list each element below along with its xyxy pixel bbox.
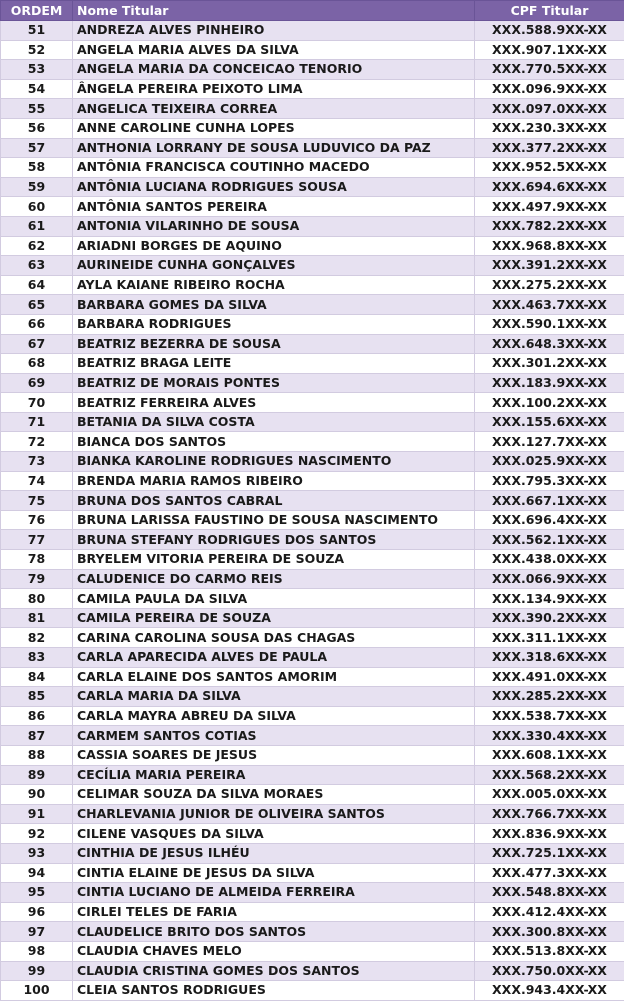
row-nome-cell: ÂNGELA PEREIRA PEIXOTO LIMA bbox=[73, 79, 475, 99]
row-ordem-cell: 81 bbox=[1, 608, 73, 628]
row-ordem-cell: 76 bbox=[1, 510, 73, 530]
row-ordem-cell: 85 bbox=[1, 687, 73, 707]
table-row bbox=[1, 550, 624, 570]
header-ordem: ORDEM bbox=[1, 1, 73, 21]
row-nome-cell: CINTIA ELAINE DE JESUS DA SILVA bbox=[73, 863, 475, 883]
row-cpf-cell: XXX.301.2XX-XX bbox=[475, 354, 624, 374]
table-row bbox=[1, 197, 624, 217]
row-nome-cell: CLEIA SANTOS RODRIGUES bbox=[73, 981, 475, 1001]
row-ordem-cell: 61 bbox=[1, 216, 73, 236]
row-ordem-cell: 70 bbox=[1, 393, 73, 413]
row-cpf-cell: XXX.513.8XX-XX bbox=[475, 941, 624, 961]
table-row bbox=[1, 158, 624, 178]
row-cpf-cell: XXX.005.0XX-XX bbox=[475, 785, 624, 805]
row-nome-cell: CLAUDIA CRISTINA GOMES DOS SANTOS bbox=[73, 961, 475, 981]
table-row bbox=[1, 941, 624, 961]
row-ordem-cell: 75 bbox=[1, 491, 73, 511]
row-cpf-cell: XXX.412.4XX-XX bbox=[475, 902, 624, 922]
table-header bbox=[1, 1, 624, 21]
row-cpf-cell: XXX.377.2XX-XX bbox=[475, 138, 624, 158]
table-row bbox=[1, 785, 624, 805]
row-ordem-cell: 77 bbox=[1, 530, 73, 550]
row-ordem-cell: 59 bbox=[1, 177, 73, 197]
row-cpf-cell: XXX.066.9XX-XX bbox=[475, 569, 624, 589]
row-ordem-cell: 58 bbox=[1, 158, 73, 178]
row-nome-cell: ANTÔNIA FRANCISCA COUTINHO MACEDO bbox=[73, 158, 475, 178]
row-ordem-cell: 54 bbox=[1, 79, 73, 99]
row-nome-cell: ANGELICA TEIXEIRA CORREA bbox=[73, 99, 475, 119]
row-cpf-cell: XXX.311.1XX-XX bbox=[475, 628, 624, 648]
table-row bbox=[1, 216, 624, 236]
row-ordem-cell: 51 bbox=[1, 21, 73, 41]
row-ordem-cell: 99 bbox=[1, 961, 73, 981]
row-nome-cell: CECÍLIA MARIA PEREIRA bbox=[73, 765, 475, 785]
row-nome-cell: BARBARA GOMES DA SILVA bbox=[73, 295, 475, 315]
table-row bbox=[1, 843, 624, 863]
row-cpf-cell: XXX.391.2XX-XX bbox=[475, 256, 624, 276]
row-ordem-cell: 65 bbox=[1, 295, 73, 315]
table-row bbox=[1, 628, 624, 648]
table-row bbox=[1, 471, 624, 491]
row-nome-cell: ANTONIA VILARINHO DE SOUSA bbox=[73, 216, 475, 236]
table-row bbox=[1, 79, 624, 99]
row-ordem-cell: 98 bbox=[1, 941, 73, 961]
row-nome-cell: ANDREZA ALVES PINHEIRO bbox=[73, 21, 475, 41]
row-nome-cell: CASSIA SOARES DE JESUS bbox=[73, 745, 475, 765]
row-ordem-cell: 67 bbox=[1, 334, 73, 354]
row-cpf-cell: XXX.562.1XX-XX bbox=[475, 530, 624, 550]
table-row bbox=[1, 60, 624, 80]
row-cpf-cell: XXX.725.1XX-XX bbox=[475, 843, 624, 863]
table-row bbox=[1, 138, 624, 158]
row-cpf-cell: XXX.907.1XX-XX bbox=[475, 40, 624, 60]
row-nome-cell: CINTHIA DE JESUS ILHÉU bbox=[73, 843, 475, 863]
row-ordem-cell: 95 bbox=[1, 883, 73, 903]
table-row bbox=[1, 687, 624, 707]
row-nome-cell: CARLA ELAINE DOS SANTOS AMORIM bbox=[73, 667, 475, 687]
table-row bbox=[1, 648, 624, 668]
row-ordem-cell: 79 bbox=[1, 569, 73, 589]
row-cpf-cell: XXX.770.5XX-XX bbox=[475, 60, 624, 80]
row-ordem-cell: 62 bbox=[1, 236, 73, 256]
table-row bbox=[1, 118, 624, 138]
row-ordem-cell: 68 bbox=[1, 354, 73, 374]
row-nome-cell: CLAUDELICE BRITO DOS SANTOS bbox=[73, 922, 475, 942]
row-cpf-cell: XXX.836.9XX-XX bbox=[475, 824, 624, 844]
row-cpf-cell: XXX.548.8XX-XX bbox=[475, 883, 624, 903]
table-row bbox=[1, 530, 624, 550]
row-cpf-cell: XXX.795.3XX-XX bbox=[475, 471, 624, 491]
row-nome-cell: CARINA CAROLINA SOUSA DAS CHAGAS bbox=[73, 628, 475, 648]
table-row bbox=[1, 354, 624, 374]
row-cpf-cell: XXX.696.4XX-XX bbox=[475, 510, 624, 530]
header-row bbox=[1, 1, 624, 21]
row-cpf-cell: XXX.097.0XX-XX bbox=[475, 99, 624, 119]
row-nome-cell: BEATRIZ BRAGA LEITE bbox=[73, 354, 475, 374]
row-nome-cell: CARLA MAYRA ABREU DA SILVA bbox=[73, 706, 475, 726]
row-ordem-cell: 71 bbox=[1, 412, 73, 432]
row-nome-cell: ANGELA MARIA ALVES DA SILVA bbox=[73, 40, 475, 60]
row-ordem-cell: 87 bbox=[1, 726, 73, 746]
row-ordem-cell: 84 bbox=[1, 667, 73, 687]
row-nome-cell: BRUNA DOS SANTOS CABRAL bbox=[73, 491, 475, 511]
row-ordem-cell: 63 bbox=[1, 256, 73, 276]
row-ordem-cell: 97 bbox=[1, 922, 73, 942]
row-nome-cell: CARLA APARECIDA ALVES DE PAULA bbox=[73, 648, 475, 668]
table-row bbox=[1, 667, 624, 687]
table-row bbox=[1, 275, 624, 295]
row-cpf-cell: XXX.155.6XX-XX bbox=[475, 412, 624, 432]
row-ordem-cell: 56 bbox=[1, 118, 73, 138]
table-row bbox=[1, 804, 624, 824]
row-nome-cell: BETANIA DA SILVA COSTA bbox=[73, 412, 475, 432]
row-cpf-cell: XXX.968.8XX-XX bbox=[475, 236, 624, 256]
header-nome-titular: Nome Titular bbox=[73, 1, 475, 21]
row-cpf-cell: XXX.318.6XX-XX bbox=[475, 648, 624, 668]
table-row bbox=[1, 863, 624, 883]
row-cpf-cell: XXX.590.1XX-XX bbox=[475, 314, 624, 334]
table-row bbox=[1, 373, 624, 393]
row-nome-cell: BRUNA STEFANY RODRIGUES DOS SANTOS bbox=[73, 530, 475, 550]
row-ordem-cell: 91 bbox=[1, 804, 73, 824]
row-nome-cell: CALUDENICE DO CARMO REIS bbox=[73, 569, 475, 589]
table-row bbox=[1, 295, 624, 315]
row-nome-cell: CAMILA PEREIRA DE SOUZA bbox=[73, 608, 475, 628]
row-nome-cell: CILENE VASQUES DA SILVA bbox=[73, 824, 475, 844]
row-cpf-cell: XXX.025.9XX-XX bbox=[475, 452, 624, 472]
row-ordem-cell: 93 bbox=[1, 843, 73, 863]
row-cpf-cell: XXX.568.2XX-XX bbox=[475, 765, 624, 785]
row-nome-cell: CARMEM SANTOS COTIAS bbox=[73, 726, 475, 746]
table-row bbox=[1, 902, 624, 922]
row-ordem-cell: 90 bbox=[1, 785, 73, 805]
row-ordem-cell: 57 bbox=[1, 138, 73, 158]
row-ordem-cell: 72 bbox=[1, 432, 73, 452]
row-cpf-cell: XXX.300.8XX-XX bbox=[475, 922, 624, 942]
table-row bbox=[1, 569, 624, 589]
row-nome-cell: CINTIA LUCIANO DE ALMEIDA FERREIRA bbox=[73, 883, 475, 903]
table-row bbox=[1, 21, 624, 41]
row-nome-cell: CELIMAR SOUZA DA SILVA MORAES bbox=[73, 785, 475, 805]
table-row bbox=[1, 334, 624, 354]
table-row bbox=[1, 883, 624, 903]
table-row bbox=[1, 510, 624, 530]
row-cpf-cell: XXX.463.7XX-XX bbox=[475, 295, 624, 315]
row-nome-cell: ANGELA MARIA DA CONCEICAO TENORIO bbox=[73, 60, 475, 80]
row-nome-cell: CARLA MARIA DA SILVA bbox=[73, 687, 475, 707]
row-cpf-cell: XXX.477.3XX-XX bbox=[475, 863, 624, 883]
row-cpf-cell: XXX.588.9XX-XX bbox=[475, 21, 624, 41]
row-nome-cell: BRUNA LARISSA FAUSTINO DE SOUSA NASCIMENTO bbox=[73, 510, 475, 530]
table-row bbox=[1, 236, 624, 256]
row-nome-cell: ANNE CAROLINE CUNHA LOPES bbox=[73, 118, 475, 138]
row-nome-cell: CLAUDIA CHAVES MELO bbox=[73, 941, 475, 961]
row-cpf-cell: XXX.538.7XX-XX bbox=[475, 706, 624, 726]
row-cpf-cell: XXX.127.7XX-XX bbox=[475, 432, 624, 452]
row-cpf-cell: XXX.330.4XX-XX bbox=[475, 726, 624, 746]
table-row bbox=[1, 922, 624, 942]
table-row bbox=[1, 491, 624, 511]
row-cpf-cell: XXX.766.7XX-XX bbox=[475, 804, 624, 824]
row-cpf-cell: XXX.491.0XX-XX bbox=[475, 667, 624, 687]
row-cpf-cell: XXX.390.2XX-XX bbox=[475, 608, 624, 628]
table-row bbox=[1, 765, 624, 785]
row-ordem-cell: 64 bbox=[1, 275, 73, 295]
row-cpf-cell: XXX.694.6XX-XX bbox=[475, 177, 624, 197]
row-ordem-cell: 86 bbox=[1, 706, 73, 726]
row-cpf-cell: XXX.608.1XX-XX bbox=[475, 745, 624, 765]
table-row bbox=[1, 961, 624, 981]
row-nome-cell: CIRLEI TELES DE FARIA bbox=[73, 902, 475, 922]
row-cpf-cell: XXX.134.9XX-XX bbox=[475, 589, 624, 609]
row-ordem-cell: 80 bbox=[1, 589, 73, 609]
row-ordem-cell: 60 bbox=[1, 197, 73, 217]
table-row bbox=[1, 432, 624, 452]
row-cpf-cell: XXX.438.0XX-XX bbox=[475, 550, 624, 570]
table-row bbox=[1, 412, 624, 432]
table-row bbox=[1, 314, 624, 334]
table-row bbox=[1, 589, 624, 609]
row-nome-cell: ANTÔNIA SANTOS PEREIRA bbox=[73, 197, 475, 217]
row-nome-cell: BIANCA DOS SANTOS bbox=[73, 432, 475, 452]
row-cpf-cell: XXX.230.3XX-XX bbox=[475, 118, 624, 138]
table-row bbox=[1, 824, 624, 844]
row-cpf-cell: XXX.096.9XX-XX bbox=[475, 79, 624, 99]
row-ordem-cell: 92 bbox=[1, 824, 73, 844]
row-ordem-cell: 96 bbox=[1, 902, 73, 922]
row-ordem-cell: 82 bbox=[1, 628, 73, 648]
row-ordem-cell: 73 bbox=[1, 452, 73, 472]
row-cpf-cell: XXX.275.2XX-XX bbox=[475, 275, 624, 295]
row-cpf-cell: XXX.750.0XX-XX bbox=[475, 961, 624, 981]
row-ordem-cell: 94 bbox=[1, 863, 73, 883]
row-nome-cell: AURINEIDE CUNHA GONÇALVES bbox=[73, 256, 475, 276]
row-cpf-cell: XXX.497.9XX-XX bbox=[475, 197, 624, 217]
table-row bbox=[1, 393, 624, 413]
row-nome-cell: BRYELEM VITORIA PEREIRA DE SOUZA bbox=[73, 550, 475, 570]
row-ordem-cell: 88 bbox=[1, 745, 73, 765]
table-body bbox=[1, 21, 624, 1001]
row-ordem-cell: 74 bbox=[1, 471, 73, 491]
row-nome-cell: BEATRIZ FERREIRA ALVES bbox=[73, 393, 475, 413]
row-ordem-cell: 66 bbox=[1, 314, 73, 334]
row-cpf-cell: XXX.100.2XX-XX bbox=[475, 393, 624, 413]
table-row bbox=[1, 177, 624, 197]
row-nome-cell: CAMILA PAULA DA SILVA bbox=[73, 589, 475, 609]
row-ordem-cell: 55 bbox=[1, 99, 73, 119]
row-nome-cell: ANTHONIA LORRANY DE SOUSA LUDUVICO DA PAZ bbox=[73, 138, 475, 158]
row-nome-cell: AYLA KAIANE RIBEIRO ROCHA bbox=[73, 275, 475, 295]
row-nome-cell: ANTÔNIA LUCIANA RODRIGUES SOUSA bbox=[73, 177, 475, 197]
table-row bbox=[1, 981, 624, 1001]
row-ordem-cell: 78 bbox=[1, 550, 73, 570]
table-row bbox=[1, 452, 624, 472]
row-cpf-cell: XXX.648.3XX-XX bbox=[475, 334, 624, 354]
row-nome-cell: BIANKA KAROLINE RODRIGUES NASCIMENTO bbox=[73, 452, 475, 472]
row-cpf-cell: XXX.285.2XX-XX bbox=[475, 687, 624, 707]
row-nome-cell: BARBARA RODRIGUES bbox=[73, 314, 475, 334]
table-row bbox=[1, 99, 624, 119]
row-nome-cell: BRENDA MARIA RAMOS RIBEIRO bbox=[73, 471, 475, 491]
row-ordem-cell: 53 bbox=[1, 60, 73, 80]
table-row bbox=[1, 745, 624, 765]
row-ordem-cell: 89 bbox=[1, 765, 73, 785]
row-cpf-cell: XXX.782.2XX-XX bbox=[475, 216, 624, 236]
table-row bbox=[1, 608, 624, 628]
header-cpf-titular: CPF Titular bbox=[475, 1, 624, 21]
row-nome-cell: ARIADNI BORGES DE AQUINO bbox=[73, 236, 475, 256]
row-ordem-cell: 52 bbox=[1, 40, 73, 60]
row-cpf-cell: XXX.183.9XX-XX bbox=[475, 373, 624, 393]
row-cpf-cell: XXX.952.5XX-XX bbox=[475, 158, 624, 178]
row-cpf-cell: XXX.667.1XX-XX bbox=[475, 491, 624, 511]
row-nome-cell: BEATRIZ BEZERRA DE SOUSA bbox=[73, 334, 475, 354]
table-row bbox=[1, 726, 624, 746]
table-row bbox=[1, 40, 624, 60]
row-cpf-cell: XXX.943.4XX-XX bbox=[475, 981, 624, 1001]
row-nome-cell: CHARLEVANIA JUNIOR DE OLIVEIRA SANTOS bbox=[73, 804, 475, 824]
row-ordem-cell: 83 bbox=[1, 648, 73, 668]
table-row bbox=[1, 706, 624, 726]
row-nome-cell: BEATRIZ DE MORAIS PONTES bbox=[73, 373, 475, 393]
row-ordem-cell: 100 bbox=[1, 981, 73, 1001]
row-ordem-cell: 69 bbox=[1, 373, 73, 393]
table-row bbox=[1, 256, 624, 276]
